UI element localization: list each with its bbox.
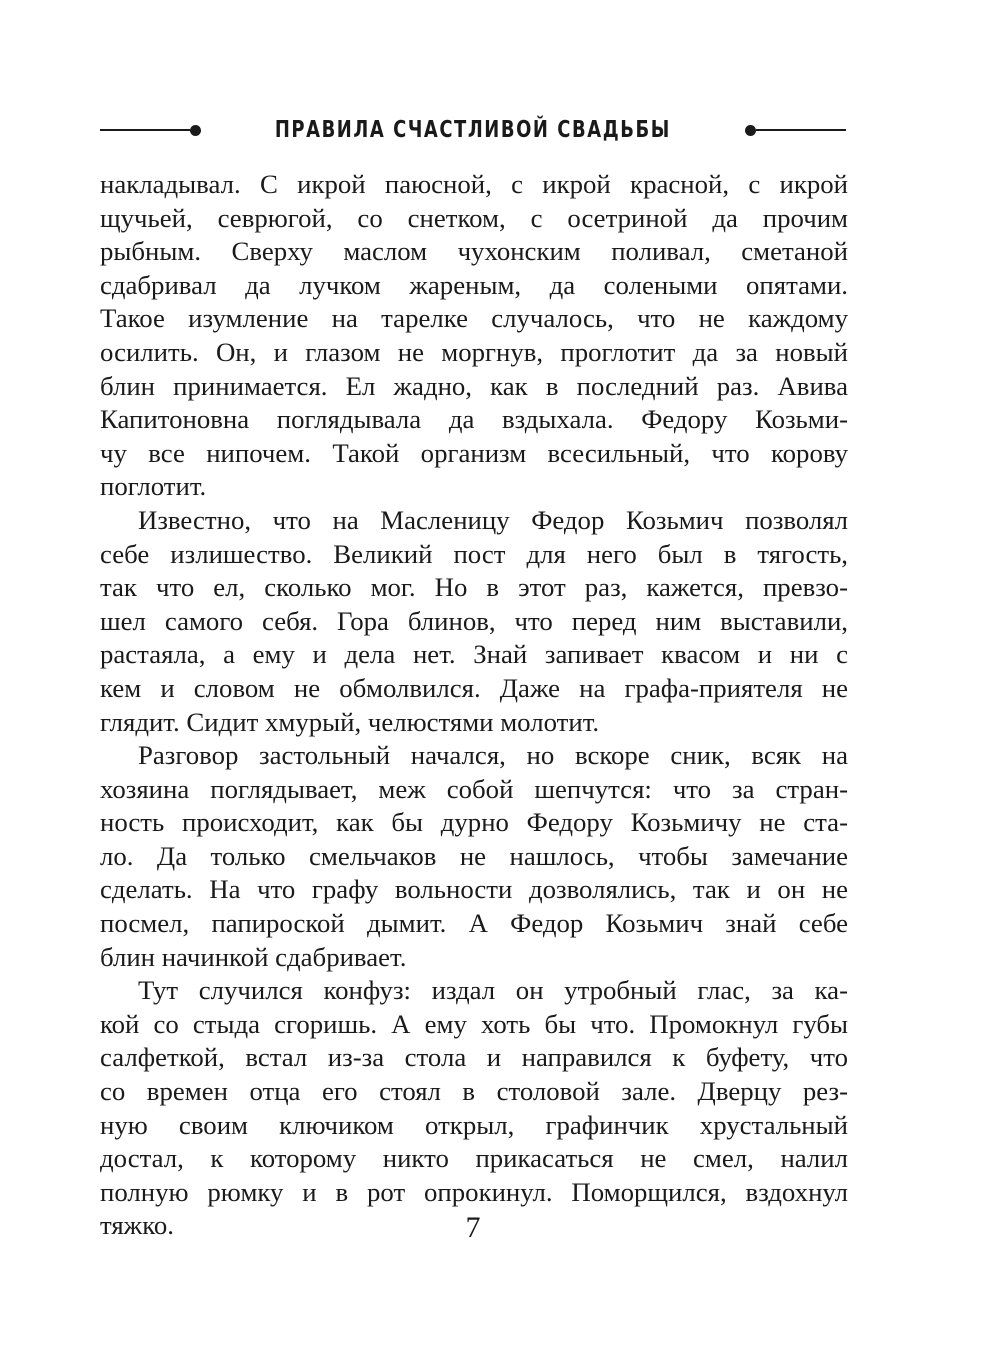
text-line: осилить. Он, и глазом не моргнув, проглотит да за новый (100, 336, 848, 367)
text-line: ло. Да только смельчаков не нашлось, чтобы замечание (100, 840, 848, 871)
paragraph (100, 168, 848, 504)
text-line: кой со стыда сгоришь. А ему хоть бы что. Промокнул губы (100, 1008, 848, 1039)
text-line: сделать. На что графу вольности дозволялись, так и он не (100, 874, 848, 905)
running-header (100, 112, 846, 148)
header-title: ПРАВИЛА СЧАСТЛИВОЙ СВАДЬБЫ (274, 117, 672, 143)
text-line: со времен отца его стоял в столовой зале. Дверцу рез- (100, 1076, 848, 1107)
header-dot-left (190, 125, 201, 136)
text-line: тяжко. (100, 1210, 174, 1241)
text-line: блин начинкой сдабривает. (100, 941, 407, 972)
text-line: поглотит. (100, 471, 207, 502)
text-line: сдабривал да лучком жареным, да солеными опятами. (100, 269, 848, 300)
text-line: достал, к которому никто прикасаться не смел, налил (100, 1143, 848, 1174)
text-line: шел самого себя. Гора блинов, что перед ним выставили, (100, 605, 848, 636)
text-line: хозяина поглядывает, меж собой шепчутся: что за стран- (100, 773, 848, 804)
header-dot-right (745, 125, 756, 136)
text-line: глядит. Сидит хмурый, челюстями молотит. (100, 706, 600, 737)
text-line: растаяла, а ему и дела нет. Знай запивает квасом и ни с (100, 639, 848, 670)
body-text (100, 168, 848, 1243)
page-number: 7 (465, 1211, 481, 1244)
header-rule-right (756, 129, 846, 131)
text-line: кем и словом не обмолвился. Даже на графа-приятеля не (100, 672, 848, 703)
text-line: полную рюмку и в рот опрокинул. Поморщился, вздохнул (100, 1176, 848, 1207)
paragraph (100, 504, 848, 739)
paragraph (100, 974, 848, 1243)
text-line: Тут случился конфуз: издал он утробный глас, за ка- (138, 975, 848, 1006)
text-line: Капитоновна поглядывала да вздыхала. Федору Козьми- (100, 404, 848, 435)
text-line: посмел, папироской дымит. А Федор Козьмич знай себе (100, 908, 848, 939)
text-line: рыбным. Сверху маслом чухонским поливал, сметаной (100, 236, 848, 267)
text-line: ность происходит, как бы дурно Федору Козьмичу не ста- (100, 807, 848, 838)
text-line: ную своим ключиком открыл, графинчик хрустальный (100, 1109, 848, 1140)
text-line: так что ел, сколько мог. Но в этот раз, кажется, превзо- (100, 572, 848, 603)
text-line: салфеткой, встал из-за стола и направился к буфету, что (100, 1042, 848, 1073)
paragraph (100, 739, 848, 974)
header-rule-left (100, 129, 190, 131)
text-line: Известно, что на Масленицу Федор Козьмич позволял (138, 504, 848, 535)
text-line: себе излишество. Великий пост для него был в тягость, (100, 538, 848, 569)
text-line: чу все нипочем. Такой организм всесильный, что корову (100, 437, 848, 468)
text-line: Такое изумление на тарелке случалось, что не каждому (100, 303, 848, 334)
text-line: блин принимается. Ел жадно, как в последний раз. Авива (100, 370, 848, 401)
text-line: накладывал. С икрой паюсной, с икрой красной, с икрой (100, 169, 848, 199)
text-line: Разговор застольный начался, но вскоре сник, всяк на (138, 740, 848, 771)
text-line: щучьей, севрюгой, со снетком, с осетриной да прочим (100, 202, 848, 233)
